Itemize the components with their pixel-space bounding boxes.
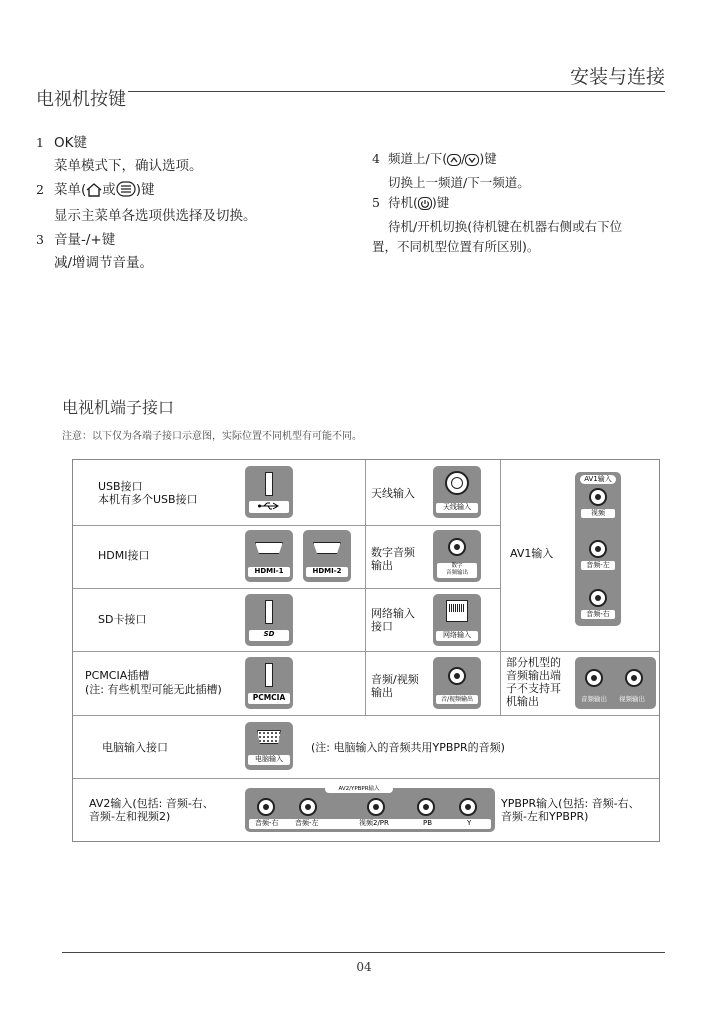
ports-table	[72, 459, 660, 842]
antenna-cap: 天线输入	[436, 503, 478, 513]
rca-jack-icon	[448, 538, 466, 556]
av-out-port-icon	[433, 657, 481, 709]
network-label-2: 接口	[371, 620, 393, 633]
key-item-menu	[36, 178, 356, 205]
av1-video-cap: 视频	[581, 509, 615, 518]
rca-jack-icon	[299, 798, 317, 816]
rca-jack-icon	[585, 669, 603, 687]
key-desc: 切换上一频道/下一频道。	[388, 174, 530, 190]
antenna-port-icon	[433, 466, 481, 518]
key-number: 1	[36, 135, 44, 150]
usb-label: USB接口	[98, 480, 143, 493]
key-title-end: )键	[479, 151, 497, 166]
key-title: 菜单(	[54, 182, 87, 198]
av1-cap: AV1输入	[580, 475, 616, 484]
grid-line	[73, 715, 659, 716]
key-item-channel	[372, 149, 672, 173]
grid-line	[73, 778, 659, 779]
pcmcia-cap: PCMCIA	[248, 693, 290, 704]
digital-audio-cap-1: 数字	[451, 563, 463, 569]
earphone-note-2: 音频输出端	[506, 669, 561, 682]
menu-lines-icon	[116, 181, 136, 205]
key-number: 3	[36, 232, 44, 247]
jack-cap-video2-pr: 视频2/PR	[359, 819, 389, 827]
pcmcia-label: PCMCIA插槽	[85, 669, 150, 682]
chevron-up-icon	[447, 152, 461, 173]
network-cap: 网络输入	[436, 631, 478, 641]
key-title: OK键	[54, 135, 87, 151]
key-title-end: )键	[135, 182, 155, 198]
av-out-label-2: 输出	[371, 686, 393, 699]
audio-video-out-port-icon	[575, 657, 656, 709]
key-title: 频道上/下(	[388, 151, 448, 166]
av-out-label: 音频/视频	[371, 673, 419, 686]
av2-jack-caps	[249, 819, 491, 829]
grid-line	[73, 525, 500, 526]
pc-port-icon	[245, 722, 293, 770]
key-desc: 菜单模式下，确认选项。	[54, 158, 203, 174]
av1-left-cap: 音频-左	[581, 561, 615, 570]
rca-jack-icon	[589, 540, 607, 558]
audio-out-cap: 音频输出	[581, 695, 607, 703]
grid-line	[73, 651, 659, 652]
rca-jack-icon	[417, 798, 435, 816]
sd-label: SD卡接口	[98, 613, 147, 626]
pc-label: 电脑输入接口	[102, 741, 168, 754]
key-desc: 减/增调节音量。	[54, 255, 154, 271]
ypbpr-label-2: 音频-左和YPBPR)	[501, 810, 589, 823]
key-desc: 显示主菜单各选项供选择及切换。	[54, 208, 257, 224]
hdmi2-port-icon	[303, 530, 351, 582]
av2-label-2: 音频-左和视频2)	[89, 810, 171, 823]
jack-cap-audio-left: 音频-左	[295, 819, 319, 827]
network-label: 网络输入	[371, 607, 415, 620]
antenna-label: 天线输入	[371, 487, 415, 500]
video-out-cap: 视频输出	[619, 695, 645, 703]
terminals-title: 电视机端子接口	[62, 398, 175, 417]
rca-jack-icon	[257, 798, 275, 816]
digital-audio-cap-2: 音频输出	[445, 570, 468, 576]
key-number: 2	[36, 182, 44, 197]
av-out-cap: 音/视频输出	[436, 695, 478, 704]
av2-label: AV2输入(包括: 音频-右、	[89, 797, 214, 810]
hdmi2-cap: HDMI-2	[306, 567, 348, 577]
key-number: 5	[372, 195, 380, 210]
pc-cap: 电脑输入	[248, 755, 290, 765]
digital-audio-label-2: 输出	[371, 559, 393, 572]
rca-jack-icon	[367, 798, 385, 816]
key-item-ok	[36, 131, 356, 155]
pcmcia-label-note: (注: 有些机型可能无此插槽)	[85, 683, 222, 696]
key-item-standby	[372, 193, 672, 217]
rca-jack-icon	[459, 798, 477, 816]
usb-port-icon	[245, 466, 293, 518]
digital-audio-port-icon	[433, 530, 481, 582]
power-icon	[418, 196, 432, 217]
key-desc-cont: 置，不同机型位置有所区别)。	[372, 239, 540, 254]
rca-jack-icon	[625, 669, 643, 687]
av2-ypbpr-port-icon	[245, 788, 495, 832]
footer-rule	[62, 952, 665, 953]
home-icon	[86, 182, 102, 205]
grid-line	[500, 460, 501, 715]
key-title-mid: /	[461, 151, 466, 166]
jack-cap-audio-right: 音频-右	[255, 819, 279, 827]
keys-right-list	[372, 149, 672, 258]
header-rule	[36, 91, 665, 92]
sd-port-icon	[245, 594, 293, 646]
rca-jack-icon	[589, 488, 607, 506]
key-title-end: )键	[431, 195, 450, 210]
network-port-icon	[433, 594, 481, 646]
chevron-down-icon	[465, 152, 479, 173]
digital-audio-label: 数字音频	[371, 546, 415, 559]
usb-label-note: 本机有多个USB接口	[98, 493, 198, 506]
rca-jack-icon	[448, 667, 466, 685]
key-desc: 待机/开机切换(待机键在机器右侧或右下位	[388, 218, 623, 234]
av1-label: AV1输入	[510, 547, 554, 560]
hdmi1-cap: HDMI-1	[248, 567, 290, 577]
pcmcia-port-icon	[245, 657, 293, 709]
earphone-note-4: 机输出	[506, 695, 539, 708]
av1-right-cap: 音频-右	[581, 610, 615, 619]
usb-symbol-icon	[249, 501, 289, 513]
section-title: 安装与连接	[569, 66, 665, 88]
sd-cap: SD	[249, 630, 289, 641]
jack-cap-y: Y	[467, 819, 472, 827]
av1-port-icon	[575, 472, 621, 626]
page-title: 电视机按键	[36, 85, 128, 111]
earphone-note-3: 子不支持耳	[506, 682, 561, 695]
key-title-mid: 或	[102, 182, 116, 198]
hdmi1-port-icon	[245, 530, 293, 582]
rca-jack-icon	[589, 589, 607, 607]
terminals-note: 注意：以下仅为各端子接口示意图，实际位置不同机型有可能不同。	[62, 431, 362, 442]
pc-audio-note: (注: 电脑输入的音频共用YPBPR的音频)	[311, 741, 505, 754]
hdmi-label: HDMI接口	[98, 549, 150, 562]
jack-cap-pb: PB	[423, 819, 433, 827]
grid-line	[73, 588, 500, 589]
key-title: 音量-/+键	[54, 232, 116, 248]
key-item-volume	[36, 228, 356, 252]
av2-cap: AV2/YPBPR输入	[325, 785, 393, 793]
earphone-note: 部分机型的	[506, 656, 561, 669]
key-number: 4	[372, 151, 380, 166]
page-number: 04	[356, 960, 372, 974]
key-title: 待机(	[388, 195, 418, 210]
ypbpr-label: YPBPR输入(包括: 音频-右、	[501, 797, 640, 810]
keys-left-list	[36, 131, 356, 275]
digital-audio-cap	[437, 563, 477, 578]
